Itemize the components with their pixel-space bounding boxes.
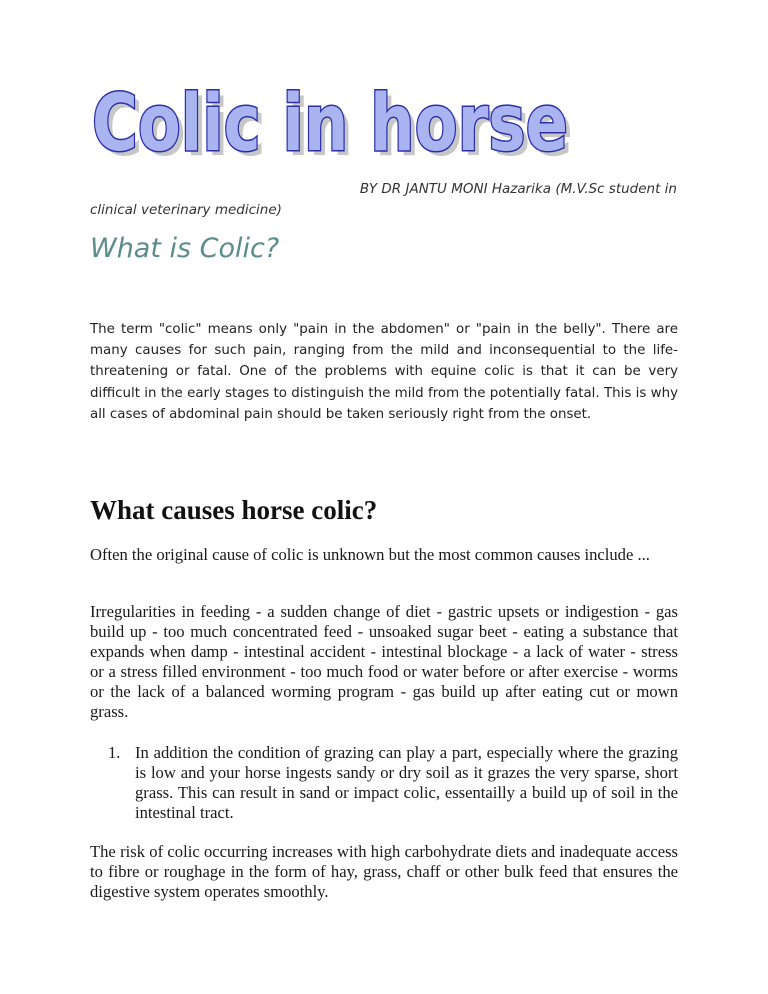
paragraph-risk: The risk of colic occurring increases with high carbohydrate diets and inadequate access to fibre or roughage in the form of hay, grass, chaff or other bulk feed that ensures the digestive system operates smoothly. xyxy=(90,842,678,901)
wordart-title-shadow: Colic in horse xyxy=(97,84,573,168)
heading-what-is-colic: What is Colic? xyxy=(90,233,280,264)
wordart-title xyxy=(88,78,588,168)
list-item-number: 1. xyxy=(108,743,121,762)
list-item xyxy=(90,743,678,823)
paragraph-causes-list: Irregularities in feeding - a sudden change of diet - gastric upsets or indigestion - gas build up - too much concentrated feed - unsoaked sugar beet - eating a substance that expands when damp - intestinal accident - intestinal blockage - a lack of water - stress or a stress filled environment - too much food or water before or after exercise - worms or the lack of a balanced worming program - gas build up after eating cut or mown grass. xyxy=(90,602,678,721)
list-item-text: In addition the condition of grazing can play a part, especially where the grazing is low and your horse ingests sandy or dry soil as it grazes the very sparse, short grass. This can result in sand or impact colic, essentailly a build up of soil in the intestinal tract. xyxy=(135,743,678,822)
author-byline xyxy=(90,179,678,221)
wordart-title-text: Colic in horse xyxy=(92,79,568,168)
paragraph-causes-intro: Often the original cause of colic is unknown but the most common causes include ... xyxy=(90,545,650,564)
byline-line-1: BY DR JANTU MONI Hazarika (M.V.Sc student in xyxy=(359,181,677,197)
heading-what-causes-colic: What causes horse colic? xyxy=(90,495,378,525)
paragraph-what-is-colic: The term "colic" means only "pain in the abdomen" or "pain in the belly". There are many causes for such pain, ranging from the mild and inconsequential to the life-threatening or fatal. One of the problems with equine colic is that it can be very difficult in the early stages to distinguish the mild from the potentially fatal. This is why all cases of abdominal pain should be taken seriously right from the onset. xyxy=(90,322,678,422)
byline-line-2: clinical veterinary medicine) xyxy=(90,202,282,218)
numbered-list xyxy=(90,743,678,823)
